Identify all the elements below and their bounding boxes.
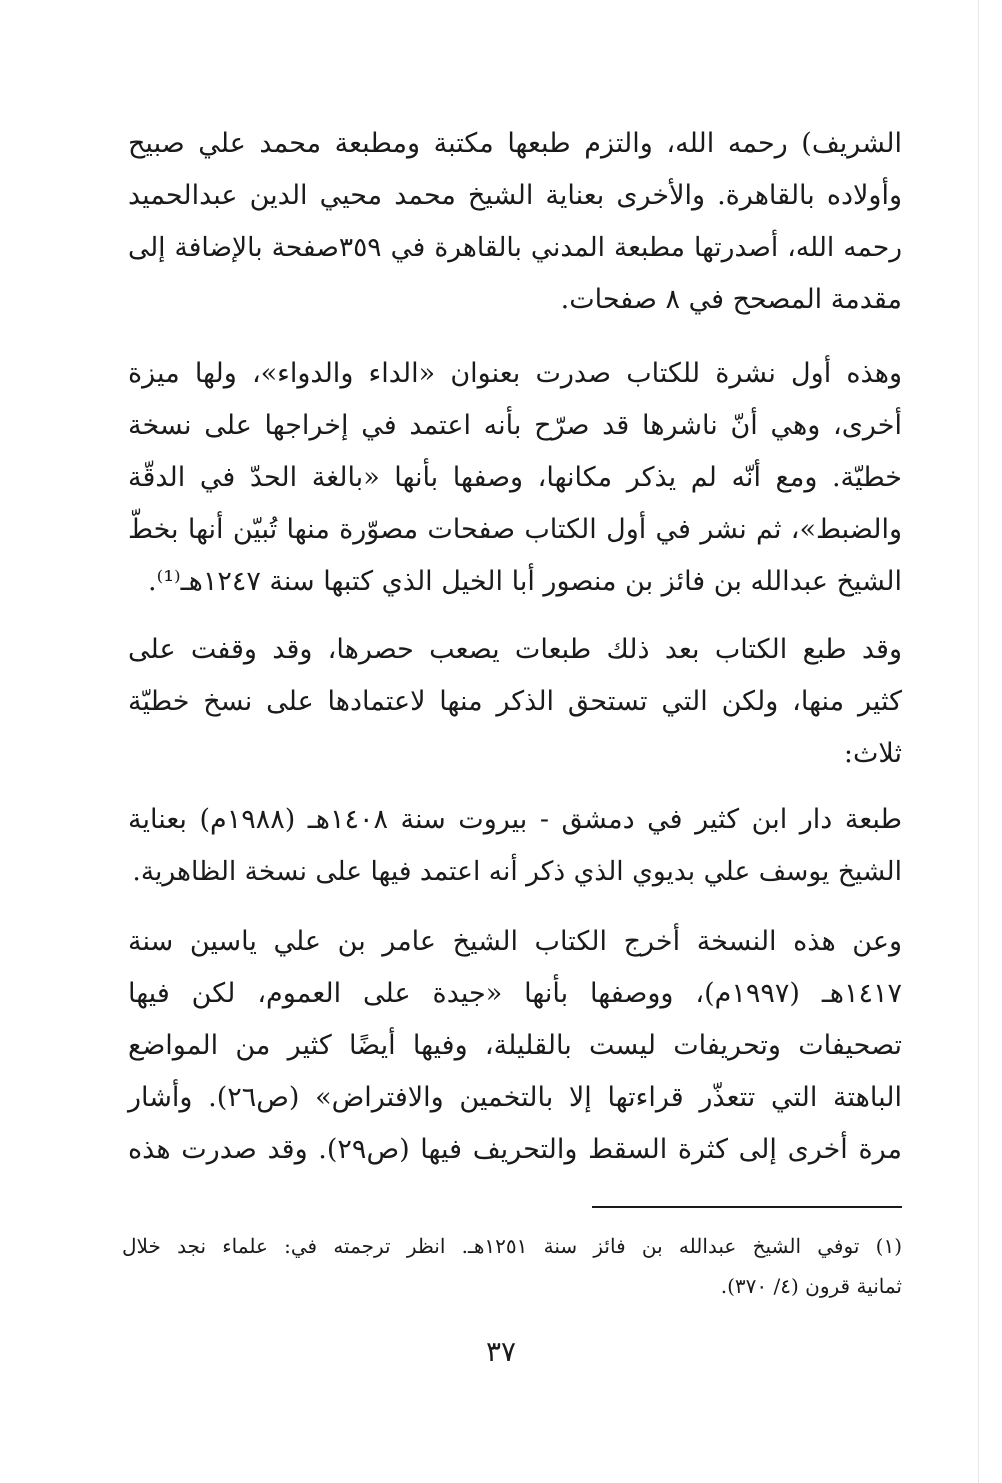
- footnote: [122, 1226, 902, 1306]
- paragraph-1: [128, 118, 902, 326]
- footnote-line: (١) توفي الشيخ عبدالله بن فائز سنة ١٢٥١هـ. انظر ترجمته في: علماء نجد خلال: [122, 1234, 902, 1258]
- paragraph-line: الشريف) رحمه الله، والتزم طبعها مكتبة ومطبعة محمد علي صبيح: [128, 128, 902, 159]
- paragraph-line: رحمه الله، أصدرتها مطبعة المدني بالقاهرة في ٣٥٩صفحة بالإضافة إلى: [128, 232, 903, 263]
- paragraph-line: مرة أخرى إلى كثرة السقط والتحريف فيها (ص٢٩). وقد صدرت هذه: [128, 1134, 902, 1165]
- paragraph-line: أخرى، وهي أنّ ناشرها قد صرّح بأنه اعتمد في إخراجها على نسخة: [128, 410, 902, 441]
- paragraph-line: وقد طبع الكتاب بعد ذلك طبعات يصعب حصرها، وقد وقفت على: [128, 634, 902, 665]
- paragraph-4: [128, 794, 902, 898]
- paragraph-5: [128, 916, 902, 1176]
- paragraph-line: مقدمة المصحح في ٨ صفحات.: [560, 284, 902, 315]
- paragraph-line: ١٤١٧هـ (١٩٩٧م)، ووصفها بأنها «جيدة على العموم، لكن فيها: [128, 978, 902, 1009]
- paragraph-line: والضبط»، ثم نشر في أول الكتاب صفحات مصوّرة منها تُبيّن أنها بخطّ: [128, 514, 902, 545]
- paragraph-line: الشيخ عبدالله بن فائز بن منصور أبا الخيل الذي كتبها سنة ١٢٤٧هـ⁽¹⁾.: [147, 566, 902, 597]
- page-edge-line: [978, 0, 979, 1483]
- footnote-separator: [592, 1206, 902, 1208]
- paragraph-line: وأولاده بالقاهرة. والأخرى بعناية الشيخ محمد محيي الدين عبدالحميد: [128, 180, 902, 211]
- paragraph-line: وعن هذه النسخة أخرج الكتاب الشيخ عامر بن علي ياسين سنة: [128, 926, 902, 957]
- paragraph-line: وهذه أول نشرة للكتاب صدرت بعنوان «الداء والدواء»، ولها ميزة: [128, 358, 902, 389]
- paragraph-line: خطيّة. ومع أنّه لم يذكر مكانها، وصفها بأنها «بالغة الحدّ في الدقّة: [128, 462, 902, 493]
- paragraph-2: [128, 348, 902, 608]
- page-number: ٣٧: [485, 1335, 517, 1368]
- paragraph-line: ثلاث:: [843, 738, 902, 769]
- paragraph-line: الشيخ يوسف علي بديوي الذي ذكر أنه اعتمد فيها على نسخة الظاهرية.: [132, 856, 902, 887]
- paragraph-line: الباهتة التي تتعذّر قراءتها إلا بالتخمين والافتراض» (ص٢٦). وأشار: [128, 1082, 902, 1113]
- paragraph-line: تصحيفات وتحريفات ليست بالقليلة، وفيها أيضًا كثير من المواضع: [128, 1030, 902, 1061]
- footnote-line: ثمانية قرون (٤/ ٣٧٠).: [720, 1274, 902, 1298]
- paragraph-line: طبعة دار ابن كثير في دمشق - بيروت سنة ١٤٠٨هـ (١٩٨٨م) بعناية: [128, 804, 903, 835]
- paragraph-3: [128, 624, 902, 780]
- paragraph-line: كثير منها، ولكن التي تستحق الذكر منها لاعتمادها على نسخ خطيّة: [128, 686, 902, 717]
